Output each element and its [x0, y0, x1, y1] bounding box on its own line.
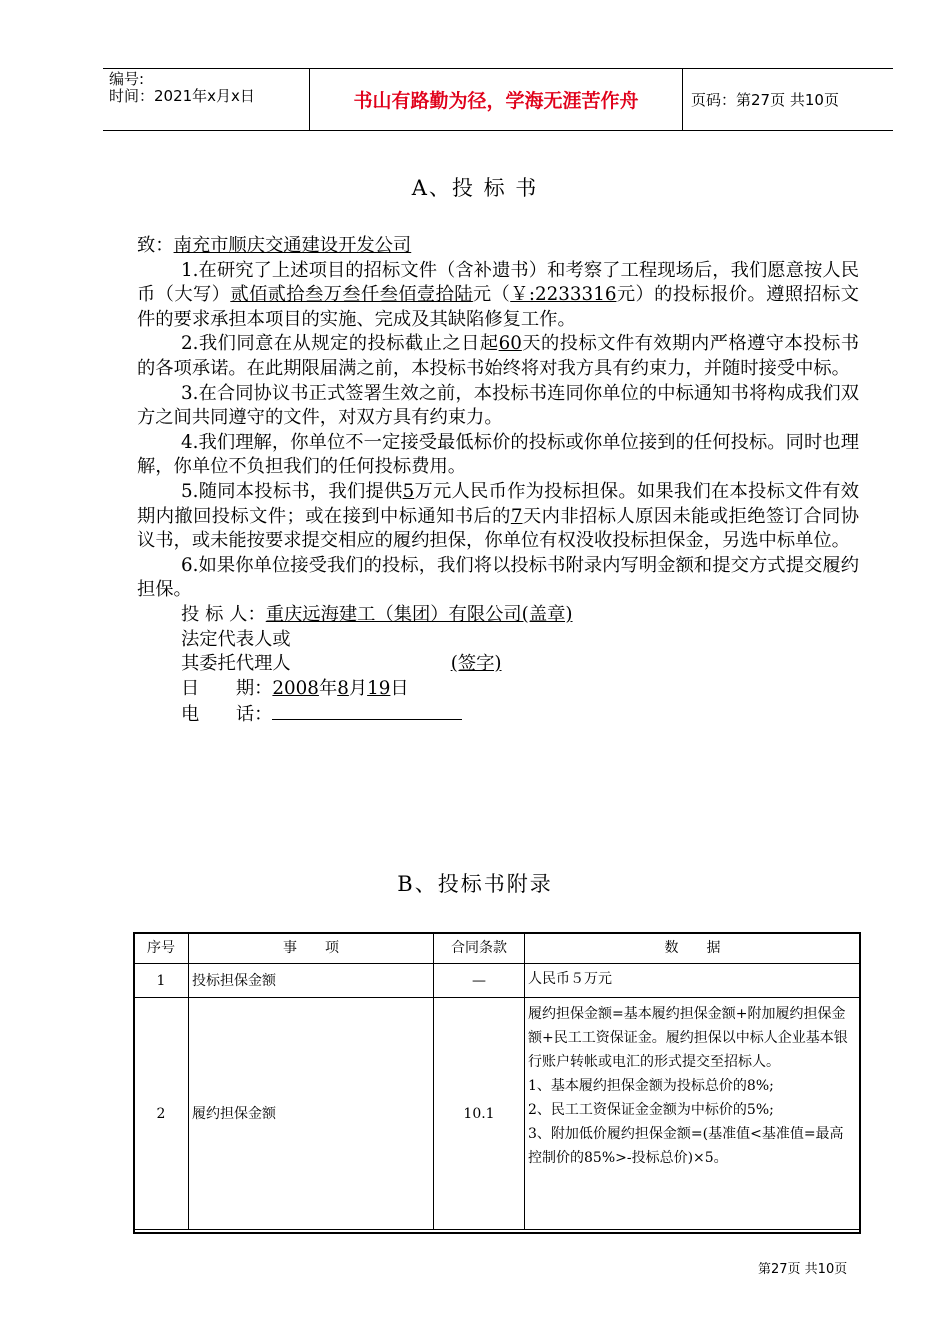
p5-text-b: 万元人民币作为投标担保。如果我们在本投标文件有效期内撤回投标文件；或在接到中标通知书后的 — [137, 480, 859, 527]
paragraph-1 — [137, 259, 859, 333]
rep-line-2 — [137, 652, 859, 677]
date-label: 日 期： — [181, 677, 273, 699]
row-clause: — — [434, 964, 525, 998]
row-data: 人民币５万元 — [525, 964, 861, 998]
recipient: 南充市顺庆交通建设开发公司 — [173, 235, 412, 256]
year-unit: 年 — [318, 677, 338, 699]
paragraph-5 — [137, 480, 859, 554]
amount-number: ￥:2233316 — [510, 284, 617, 306]
row-clause: 10.1 — [434, 998, 525, 1230]
number-label: 编号: — [109, 70, 145, 88]
col-header-data: 数 据 — [525, 933, 861, 964]
col-header-no: 序号 — [134, 933, 189, 964]
p2-text-b: 天的投标文件有效期内严格遵守本投标书的各项承诺。在此期限届满之前，本投标书始终将对我方具有约束力，并随时接受中标。 — [137, 333, 859, 379]
sign-days: 7 — [510, 505, 523, 527]
p1-text-b: 元（ — [472, 284, 511, 306]
appendix-table — [133, 932, 861, 1230]
page-footer: 第27页 共10页 — [758, 1262, 848, 1277]
recipient-prefix: 致： — [137, 235, 174, 256]
bidder-name: 重庆远海建工（集团）有限公司(盖章) — [265, 603, 573, 625]
row-item: 投标担保金额 — [189, 964, 434, 998]
table-row — [134, 964, 861, 998]
data-line: 1、基本履约担保金额为投标总价的8%; — [528, 1078, 774, 1094]
validity-days: 60 — [498, 333, 522, 355]
row-data — [525, 998, 861, 1230]
page-header — [103, 68, 893, 131]
data-line: 3、附加低价履约担保金额=(基准值<基准值=最高控制价的85%>-投标总价)×5。 — [528, 1126, 844, 1166]
rep-label: 其委托代理人 — [181, 653, 291, 675]
rep-line-1: 法定代表人或 — [181, 628, 291, 650]
row-item: 履约担保金额 — [189, 998, 434, 1230]
day-unit: 日 — [390, 677, 409, 699]
title-a: A、投 标 书 — [411, 176, 539, 200]
time-label: 时间：2021年x月x日 — [109, 87, 255, 105]
guarantee-amount: 5 — [402, 480, 415, 502]
header-motto: 书山有路勤为径，学海无涯苦作舟 — [310, 69, 683, 130]
amount-words: 贰佰贰拾叁万叁仟叁佰壹拾陆 — [230, 284, 473, 306]
paragraph-2 — [137, 332, 859, 381]
phone-line — [137, 701, 859, 728]
phone-blank — [272, 701, 462, 720]
date-month: 8 — [337, 677, 349, 699]
p5-text-a: 5.随同本投标书，我们提供 — [181, 480, 403, 502]
p5-text-c: 天内非招标人原因未能或拒绝签订合同协议书，或未能按要求提交相应的履约担保，你单位有权没收投标担保金，另选中标单位。 — [137, 505, 860, 552]
date-day: 19 — [367, 677, 391, 699]
col-header-clause: 合同条款 — [434, 933, 525, 964]
p1-text-c: 元）的投标报价。遵照招标文件的要求承担本项目的实施、完成及其缺陷修复工作。 — [137, 284, 860, 330]
date-line — [137, 677, 859, 702]
phone-label: 电 话： — [181, 704, 273, 726]
month-unit: 月 — [348, 677, 368, 699]
table-row — [134, 998, 861, 1230]
header-meta — [103, 69, 310, 130]
row-no: 1 — [134, 964, 189, 998]
paragraph-3: 3.在合同协议书正式签署生效之前，本投标书连同你单位的中标通知书将构成我们双方之间共同遵守的文件，对双方具有约束力。 — [137, 382, 859, 429]
header-page-label: 页码：第27页 共10页 — [691, 91, 839, 109]
sign-note: (签字) — [450, 653, 502, 675]
paragraph-4: 4.我们理解，你单位不一定接受最低标价的投标或你单位接到的任何投标。同时也理解，你单位不负担我们的任何投标费用。 — [137, 431, 859, 478]
bid-letter-body — [137, 234, 859, 728]
data-line: 履约担保金额=基本履约担保金额+附加履约担保金额+民工工资保证金。履约担保以中标人企业基本银行账户转帐或电汇的形式提交至招标人。 — [528, 1006, 848, 1070]
p1-text-a: 1.在研究了上述项目的招标文件（含补遗书）和考察了工程现场后，我们愿意按人民币（大写） — [137, 259, 859, 306]
bidder-label: 投 标 人： — [181, 603, 266, 625]
signature-blank — [291, 653, 516, 674]
recipient-line — [137, 234, 859, 259]
bidder-line — [137, 603, 859, 628]
data-line: 2、民工工资保证金金额为中标价的5%; — [528, 1102, 774, 1118]
title-b: B、投标书附录 — [397, 872, 553, 896]
col-header-item: 事 项 — [189, 933, 434, 964]
table-header-row — [134, 933, 861, 964]
row-no: 2 — [134, 998, 189, 1230]
p2-text-a: 2.我们同意在从规定的投标截止之日起 — [181, 333, 499, 355]
date-year: 2008 — [272, 677, 319, 699]
paragraph-6: 6.如果你单位接受我们的投标，我们将以投标书附录内写明金额和提交方式提交履约担保。 — [137, 554, 859, 601]
